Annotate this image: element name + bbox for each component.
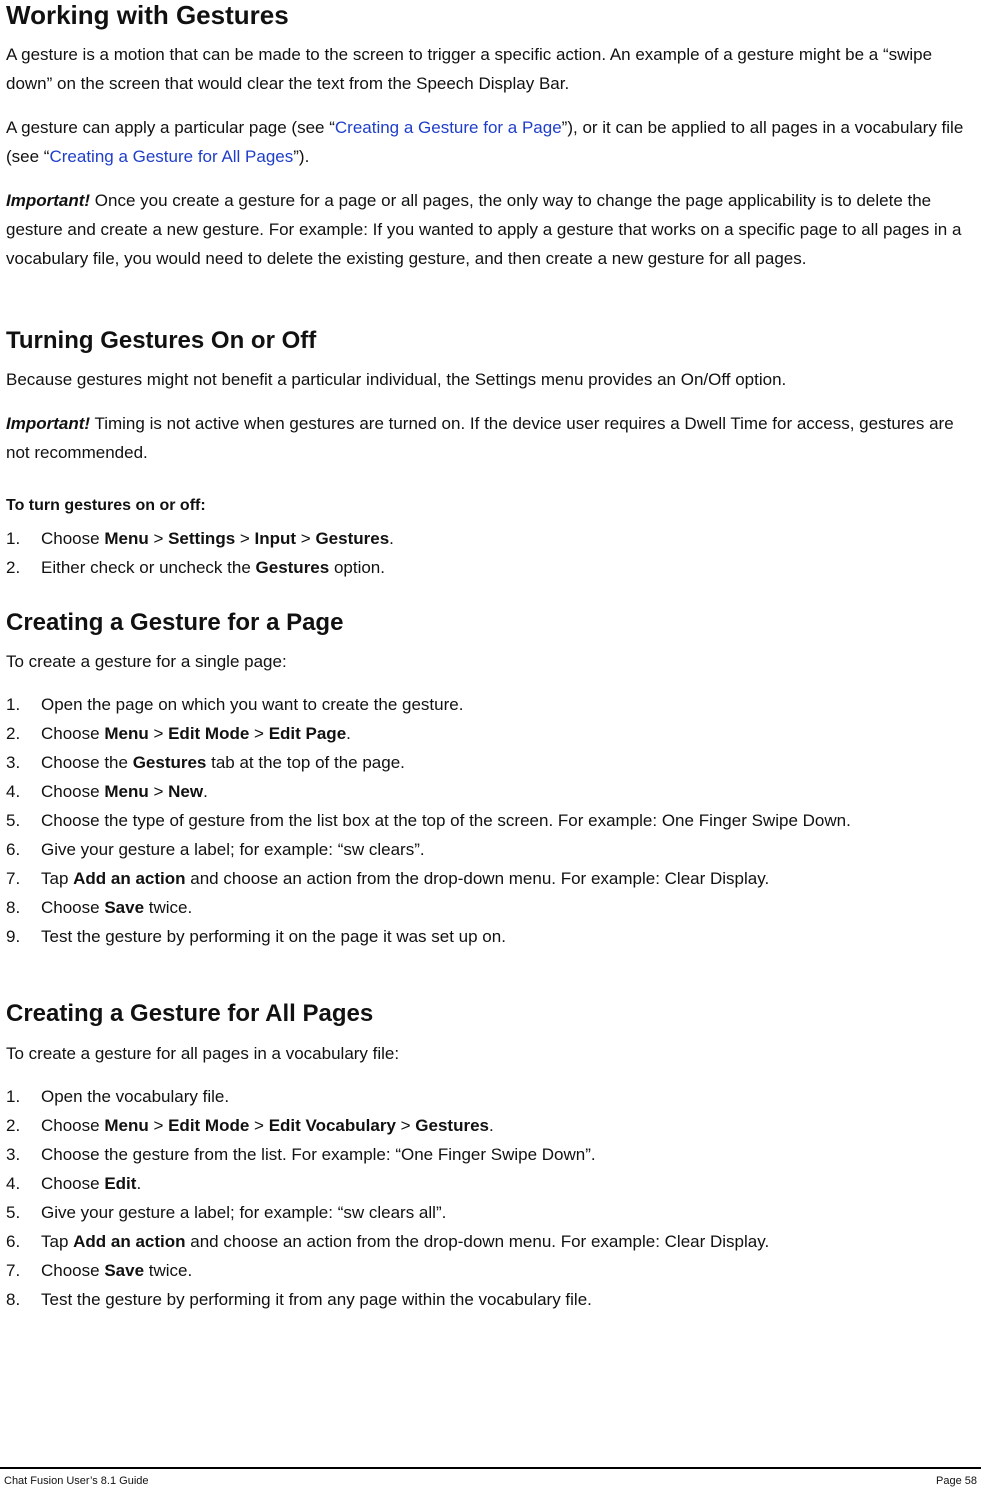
step-number: 4. <box>6 782 21 801</box>
page-title: Working with Gestures <box>6 0 289 30</box>
on-off-steps <box>6 524 978 582</box>
footer-guide-title: Chat Fusion User’s 8.1 Guide <box>4 1475 149 1487</box>
list-item <box>6 806 978 835</box>
step-text: and choose an action from the drop-down menu. For example: Clear Display. <box>185 869 770 888</box>
intro-paragraph-2 <box>6 113 978 171</box>
link-creating-gesture-page[interactable]: Creating a Gesture for a Page <box>334 118 562 137</box>
list-item <box>6 864 978 893</box>
step-number: 7. <box>6 869 21 888</box>
intro-text-b: ”), or it can be applied to all pages in a vocabulary file (see “ <box>6 118 964 166</box>
step-text: > <box>148 1116 169 1135</box>
important-text: Timing is not active when gestures are turned on. If the device user requires a Dwell Time for access, gestures are not recommended. <box>6 414 954 462</box>
step-bold: Gestures <box>255 558 330 577</box>
list-item <box>6 922 978 951</box>
list-item <box>6 1227 978 1256</box>
section-heading-on-off: Turning Gestures On or Off <box>6 327 317 354</box>
step-text: > <box>148 724 169 743</box>
step-number: 3. <box>6 753 21 772</box>
step-bold: Edit Mode <box>168 724 250 743</box>
list-item <box>6 1285 978 1314</box>
link-creating-gesture-all-pages[interactable]: Creating a Gesture for All Pages <box>49 147 294 166</box>
step-text: > <box>148 529 169 548</box>
list-item <box>6 1111 978 1140</box>
step-number: 8. <box>6 898 21 917</box>
procedure-label-text: To turn gestures on or off: <box>6 497 206 514</box>
step-number: 4. <box>6 1174 21 1193</box>
step-number: 6. <box>6 840 21 859</box>
intro-text-c: ”). <box>293 147 310 166</box>
step-text: and choose an action from the drop-down menu. For example: Clear Display. <box>185 1232 770 1251</box>
step-bold: Gestures <box>415 1116 489 1135</box>
step-number: 9. <box>6 927 21 946</box>
section-heading-page: Creating a Gesture for a Page <box>6 609 344 636</box>
step-bold: Gestures <box>315 529 390 548</box>
step-number: 1. <box>6 1087 21 1106</box>
step-text: Choose <box>41 1116 105 1135</box>
procedure-label <box>6 490 978 520</box>
step-text: option. <box>329 558 385 577</box>
step-text: Test the gesture by performing it from any page within the vocabulary file. <box>41 1290 592 1309</box>
important-note <box>6 186 978 273</box>
step-text: Give your gesture a label; for example: “sw clears all”. <box>41 1203 447 1222</box>
step-number: 8. <box>6 1290 21 1309</box>
step-text: Choose the gesture from the list. For example: “One Finger Swipe Down”. <box>41 1145 596 1164</box>
step-bold: Menu <box>104 1116 149 1135</box>
step-text: > <box>296 529 316 548</box>
step-bold: Input <box>254 529 297 548</box>
step-bold: Save <box>104 898 145 917</box>
step-text: > <box>148 782 169 801</box>
step-text: Choose the <box>41 753 133 772</box>
step-text: Tap <box>41 1232 74 1251</box>
step-text: Either check or uncheck the <box>41 558 256 577</box>
step-text: Choose the type of gesture from the list box at the top of the screen. For example: One Finger Swipe Down. <box>41 811 851 830</box>
step-number: 1. <box>6 695 21 714</box>
step-text: twice. <box>144 898 193 917</box>
all-pages-paragraph: To create a gesture for all pages in a vocabulary file: <box>6 1044 400 1063</box>
step-bold: Save <box>104 1261 145 1280</box>
step-number: 2. <box>6 558 21 577</box>
step-text: Choose <box>41 529 105 548</box>
list-item <box>6 1082 978 1111</box>
step-text: Test the gesture by performing it on the page it was set up on. <box>41 927 506 946</box>
step-text: > <box>235 529 255 548</box>
intro-text-a: A gesture can apply a particular page (see “ <box>6 118 335 137</box>
on-off-important-note <box>6 409 978 467</box>
list-item <box>6 524 978 553</box>
list-item <box>6 835 978 864</box>
footer-page-number: Page 58 <box>936 1475 977 1487</box>
step-bold: Gestures <box>132 753 207 772</box>
on-off-paragraph: Because gestures might not benefit a particular individual, the Settings menu provides an On/Off option. <box>6 370 787 389</box>
step-bold: Edit Vocabulary <box>268 1116 396 1135</box>
list-item <box>6 719 978 748</box>
step-bold: Menu <box>104 782 149 801</box>
intro-paragraph: A gesture is a motion that can be made to the screen to trigger a specific action. An example of a gesture might be a “swipe down” on the screen that would clear the text from the Speech Display Bar. <box>6 45 933 93</box>
list-item <box>6 748 978 777</box>
section-heading-all-pages: Creating a Gesture for All Pages <box>6 1000 374 1027</box>
step-text: Choose <box>41 898 105 917</box>
step-text: tab at the top of the page. <box>206 753 405 772</box>
list-item <box>6 1169 978 1198</box>
step-number: 5. <box>6 1203 21 1222</box>
step-text: Open the vocabulary file. <box>41 1087 230 1106</box>
list-item <box>6 690 978 719</box>
step-bold: Menu <box>104 529 149 548</box>
step-number: 1. <box>6 529 21 548</box>
page-steps <box>6 690 978 951</box>
step-number: 6. <box>6 1232 21 1251</box>
step-bold: Settings <box>168 529 236 548</box>
step-number: 5. <box>6 811 21 830</box>
step-text: . <box>389 529 394 548</box>
step-text: Choose <box>41 782 105 801</box>
step-text: . <box>346 724 351 743</box>
list-item <box>6 553 978 582</box>
list-item <box>6 777 978 806</box>
step-text: . <box>488 1116 494 1135</box>
all-pages-steps <box>6 1082 978 1314</box>
step-number: 2. <box>6 1116 21 1135</box>
step-text: . <box>136 1174 142 1193</box>
step-text: > <box>249 1116 269 1135</box>
step-bold: Menu <box>104 724 149 743</box>
list-item <box>6 1256 978 1285</box>
important-text: Once you create a gesture for a page or all pages, the only way to change the page applicability is to delete the gesture and create a new gesture. For example: If you wanted to apply a gesture that works on a specific page to all pages in a vocabulary file, you would need to delete the existing gesture, and then create a new gesture for all pages. <box>6 191 962 268</box>
important-label: Important! <box>6 414 91 433</box>
important-label: Important! <box>6 191 91 210</box>
footer-divider <box>0 1467 981 1469</box>
page-section-paragraph: To create a gesture for a single page: <box>6 652 287 671</box>
step-bold: Add an action <box>73 1232 186 1251</box>
step-bold: Edit Page <box>268 724 347 743</box>
step-number: 2. <box>6 724 21 743</box>
step-bold: Add an action <box>73 869 186 888</box>
step-bold: New <box>168 782 204 801</box>
list-item <box>6 893 978 922</box>
step-text: Choose <box>41 1261 105 1280</box>
step-text: > <box>395 1116 416 1135</box>
step-text: . <box>203 782 208 801</box>
step-text: Tap <box>41 869 74 888</box>
list-item <box>6 1198 978 1227</box>
step-text: Choose <box>41 1174 105 1193</box>
step-text: Give your gesture a label; for example: “sw clears”. <box>41 840 425 859</box>
step-bold: Edit Mode <box>168 1116 250 1135</box>
step-number: 3. <box>6 1145 21 1164</box>
step-text: Open the page on which you want to create the gesture. <box>41 695 464 714</box>
step-text: twice. <box>144 1261 193 1280</box>
list-item <box>6 1140 978 1169</box>
step-text: > <box>249 724 269 743</box>
step-text: Choose <box>41 724 105 743</box>
step-bold: Edit <box>104 1174 137 1193</box>
step-number: 7. <box>6 1261 21 1280</box>
